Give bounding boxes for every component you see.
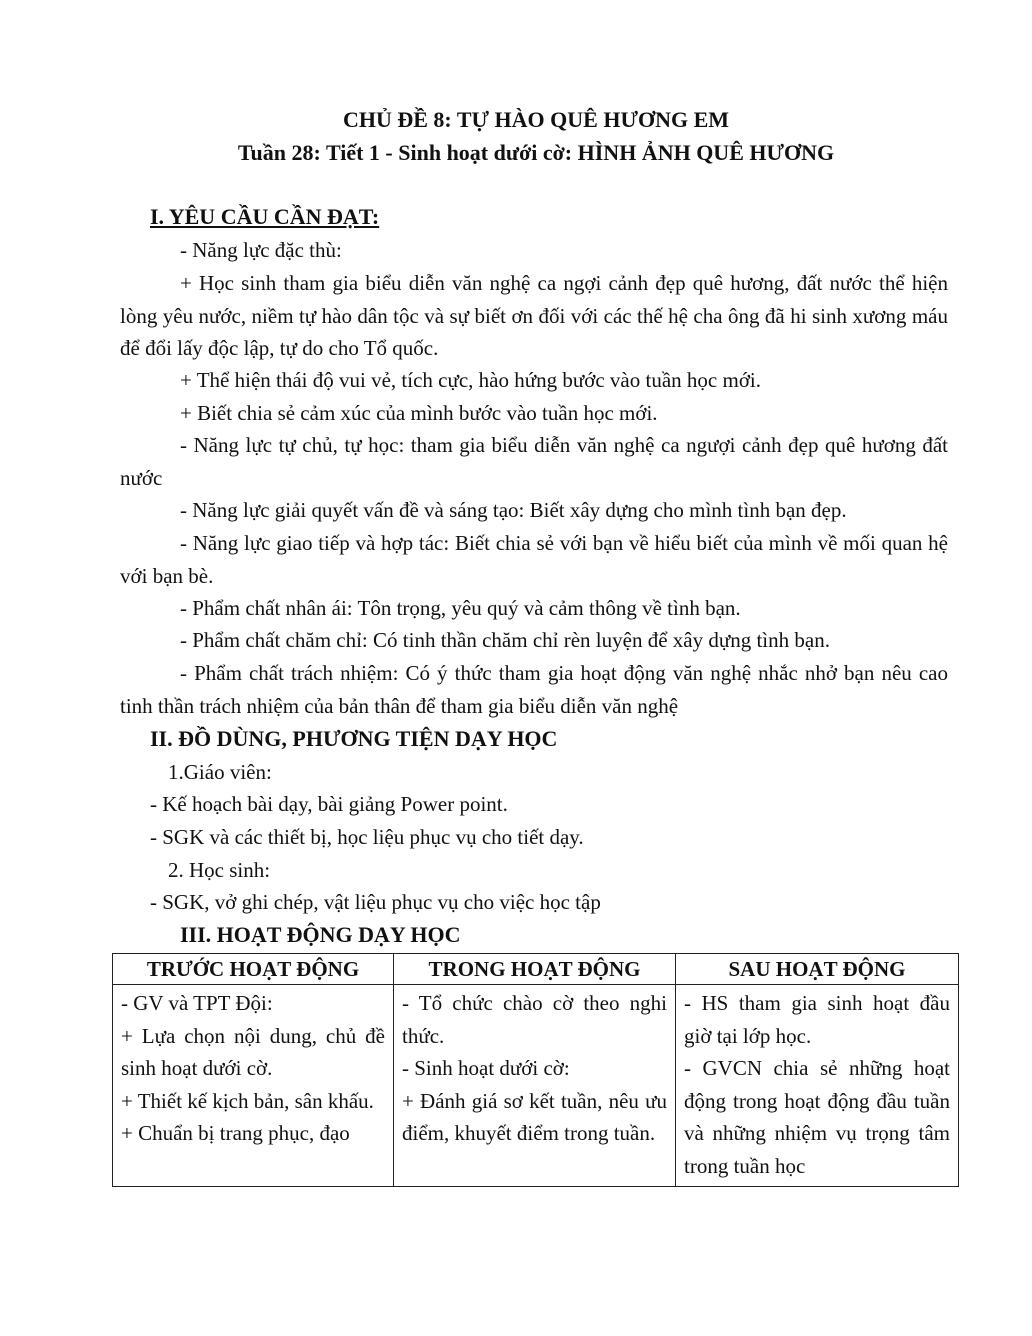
requirement-item: - Phẩm chất nhân ái: Tôn trọng, yêu quý và cảm thông về tình bạn. [180,596,741,620]
topic-title: CHỦ ĐỀ 8: TỰ HÀO QUÊ HƯƠNG EM [342,107,730,132]
table-header-row [113,954,959,985]
cell-line: + Lựa chọn nội dung, chủ đề sinh hoạt dưới cờ. [121,1023,385,1080]
cell-line: - Sinh hoạt dưới cờ: [402,1056,570,1080]
header-during-activity: TRONG HOẠT ĐỘNG [394,954,676,985]
lesson-title: Tuần 28: Tiết 1 - Sinh hoạt dưới cờ: HÌNH ẢNH QUÊ HƯƠNG [237,140,835,165]
before-activity-cell [113,985,394,1187]
cell-line: - Tổ chức chào cờ theo nghi thức. [402,991,667,1048]
materials-item: - SGK và các thiết bị, học liệu phục vụ cho tiết dạy. [150,825,584,849]
section-1-heading: I. YÊU CẦU CẦN ĐẠT: [150,204,380,229]
section-3-heading: III. HOẠT ĐỘNG DẠY HỌC [180,922,461,947]
cell-line: + Thiết kế kịch bản, sân khấu. [121,1088,374,1113]
requirement-item: - Năng lực tự chủ, tự học: tham gia biểu diễn văn nghệ ca ngượi cảnh đẹp quê hương đất nước [120,433,948,490]
activity-table [112,953,959,1187]
header-after-activity: SAU HOẠT ĐỘNG [676,954,959,985]
requirement-item: + Thể hiện thái độ vui vẻ, tích cực, hào hứng bước vào tuần học mới. [180,368,762,392]
requirement-item: + Học sinh tham gia biểu diễn văn nghệ ca ngợi cảnh đẹp quê hương, đất nước thể hiện lòng yêu nước, niềm tự hào dân tộc và sự biết ơn đối với các thế hệ cha ông đã hi sinh xương máu để đổi lấy độc lập, tự do cho Tổ quốc. [120,271,948,360]
cell-line: - HS tham gia sinh hoạt đầu giờ tại lớp học. [684,991,950,1048]
requirement-item: - Phẩm chất chăm chỉ: Có tinh thần chăm chỉ rèn luyện để xây dựng tình bạn. [180,628,830,652]
requirement-item: - Năng lực giải quyết vấn đề và sáng tạo: Biết xây dựng cho mình tình bạn đẹp. [180,498,847,522]
materials-item: - SGK, vở ghi chép, vật liệu phục vụ cho việc học tập [150,890,601,914]
cell-line: - GV và TPT Đội: [121,991,273,1015]
cell-line: + Chuẩn bị trang phục, đạo [121,1121,350,1145]
requirement-item: - Phẩm chất trách nhiệm: Có ý thức tham gia hoạt động văn nghệ nhắc nhở bạn nêu cao tinh thần trách nhiệm của bản thân để tham gia biểu diễn văn nghệ [120,661,948,718]
requirement-item: + Biết chia sẻ cảm xúc của mình bước vào tuần học mới. [180,401,658,425]
cell-line: - GVCN chia sẻ những hoạt động trong hoạt động đầu tuần và những nhiệm vụ trọng tâm trong tuần học [684,1056,950,1178]
after-activity-cell [676,985,959,1187]
during-activity-cell [394,985,676,1187]
requirement-item: - Năng lực đặc thù: [180,238,342,262]
requirement-item: - Năng lực giao tiếp và hợp tác: Biết chia sẻ với bạn về hiểu biết của mình về mối quan hệ với bạn bè. [120,531,948,588]
materials-item: 1.Giáo viên: [168,760,272,784]
materials-item: 2. Học sinh: [168,858,271,882]
header-before-activity: TRƯỚC HOẠT ĐỘNG [113,954,394,985]
materials-item: - Kế hoạch bài dạy, bài giảng Power point. [150,792,508,816]
cell-line: + Đánh giá sơ kết tuần, nêu ưu điểm, khuyết điểm trong tuần. [402,1088,667,1145]
section-2-heading: II. ĐỒ DÙNG, PHƯƠNG TIỆN DẠY HỌC [150,726,558,751]
table-row [113,985,959,1187]
